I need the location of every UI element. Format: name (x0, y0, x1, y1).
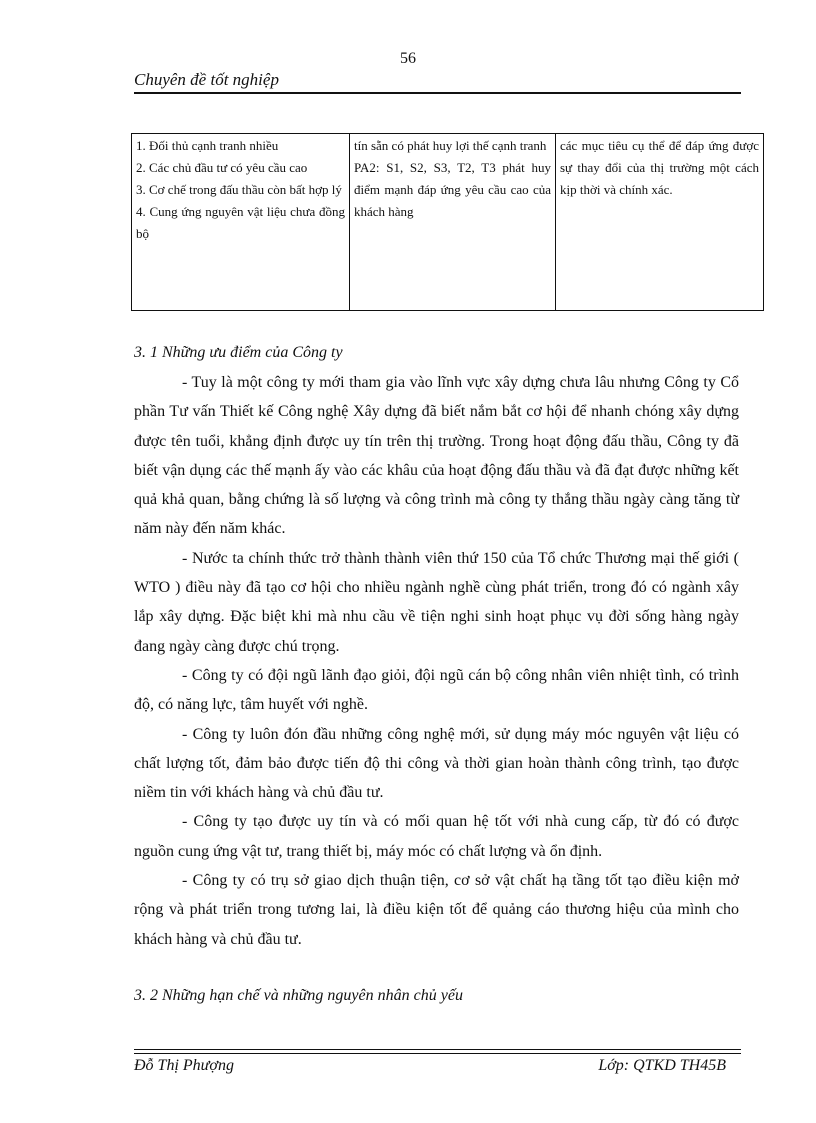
list-item: 2. Các chủ đầu tư có yêu cầu cao (136, 160, 308, 175)
list-item: 1. Đối thủ cạnh tranh nhiều (136, 138, 279, 153)
swot-table (131, 133, 764, 311)
footer-class: Lớp: QTKD TH45B (598, 1057, 726, 1074)
list-item: các mục tiêu cụ thể để đáp ứng được sự thay đổi của thị trường một cách kịp thời và chính xác. (560, 138, 759, 197)
section-heading-advantages: 3. 1 Những ưu điểm của Công ty (134, 344, 343, 361)
table-cell-threats (132, 134, 350, 311)
paragraph: - Công ty có trụ sở giao dịch thuận tiện, cơ sở vật chất hạ tầng tốt tạo điều kiện mở rộng và phát triển trong tương lai, là điều kiện tốt để quảng cáo thương hiệu của mình cho khách hàng và chủ đầu tư. (134, 872, 739, 948)
list-item: PA2: S1, S2, S3, T2, T3 phát huy điểm mạnh đáp ứng yêu cầu cao của khách hàng (354, 160, 551, 219)
paragraph: - Công ty luôn đón đầu những công nghệ mới, sử dụng máy móc nguyên vật liệu có chất lượng tốt, đảm bảo được tiến độ thi công và thời gian hoàn thành công trình, tạo được niềm tin với khách hàng và chủ đầu tư. (134, 725, 739, 802)
footer-author: Đỗ Thị Phượng (134, 1057, 234, 1074)
paragraph: - Nước ta chính thức trở thành thành viên thứ 150 của Tổ chức Thương mại thế giới ( WTO ) điều này đã tạo cơ hội cho nhiều ngành nghề cùng phát triển, trong đó có ngành xây lắp xây dựng. Đặc biệt khi mà nhu cầu về tiện nghi sinh hoạt phục vụ đời sống hàng ngày đang ngày càng được chú trọng. (134, 549, 739, 655)
header-rule (134, 92, 741, 94)
list-item: tín sẵn có phát huy lợi thế cạnh tranh (354, 138, 547, 153)
list-item: 3. Cơ chế trong đấu thầu còn bất hợp lý (136, 182, 342, 197)
section-body (134, 368, 739, 954)
table-row (132, 134, 764, 311)
paragraph: - Công ty tạo được uy tín và có mối quan hệ tốt với nhà cung cấp, từ đó có được nguồn cung ứng vật tư, trang thiết bị, máy móc có chất lượng và ổn định. (134, 813, 739, 860)
list-item: 4. Cung ứng nguyên vật liệu chưa đồng bộ (136, 204, 345, 241)
paragraph: - Công ty có đội ngũ lãnh đạo giỏi, đội ngũ cán bộ công nhân viên nhiệt tình, có trình độ, có năng lực, tâm huyết với nghề. (134, 666, 739, 714)
paragraph: - Tuy là một công ty mới tham gia vào lĩnh vực xây dựng chưa lâu nhưng Công ty Cổ phần Tư vấn Thiết kế Công nghệ Xây dựng đã biết nắm bắt cơ hội để nhanh chóng xây dựng được tên tuổi, khẳng định được uy tín trên thị trường. Trong hoạt động đấu thầu, Công ty đã biết vận dụng các thế mạnh ấy vào các khâu của hoạt động đấu thầu và đã đạt được những kết quả khả quan, bằng chứng là số lượng và công trình mà công ty thắng thầu ngày càng tăng từ năm này đến năm khác. (134, 374, 739, 538)
document-header-title: Chuyên đề tốt nghiệp (134, 70, 279, 89)
footer-rule (134, 1049, 741, 1054)
page-number: 56 (400, 50, 416, 67)
table-cell-strategy (350, 134, 556, 311)
table-cell-goals (556, 134, 764, 311)
section-heading-limitations: 3. 2 Những hạn chế và những nguyên nhân chủ yếu (134, 987, 463, 1004)
